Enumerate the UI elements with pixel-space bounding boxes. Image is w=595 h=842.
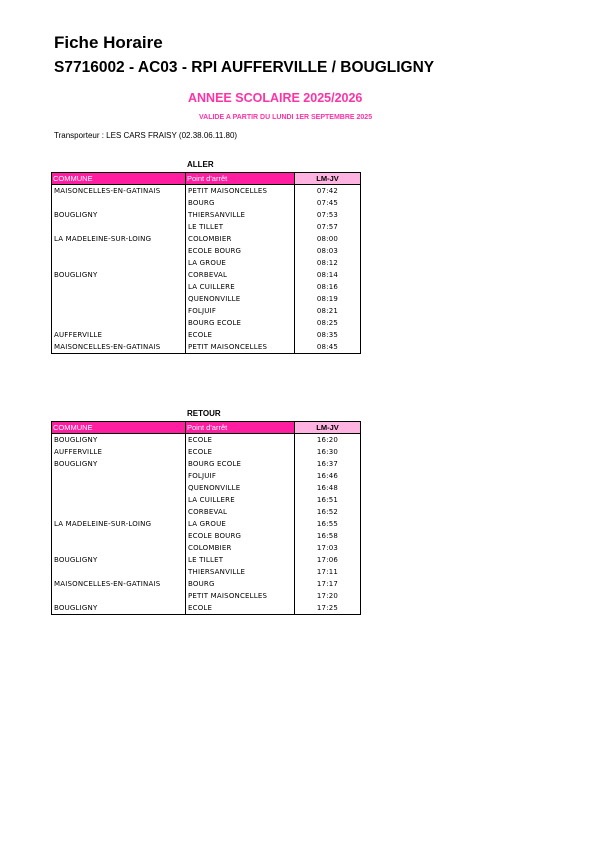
time-cell: 17:17 bbox=[295, 578, 361, 590]
table-row bbox=[52, 317, 361, 329]
stop-cell: PETIT MAISONCELLES bbox=[186, 185, 295, 198]
stop-cell: LE TILLET bbox=[186, 554, 295, 566]
stop-cell: BOURG bbox=[186, 578, 295, 590]
stop-cell: CORBEVAL bbox=[186, 506, 295, 518]
time-cell: 08:00 bbox=[295, 233, 361, 245]
time-cell: 17:20 bbox=[295, 590, 361, 602]
commune-cell bbox=[52, 542, 186, 554]
commune-cell bbox=[52, 470, 186, 482]
table-row bbox=[52, 530, 361, 542]
commune-cell: BOUGLIGNY bbox=[52, 602, 186, 615]
time-cell: 07:57 bbox=[295, 221, 361, 233]
commune-cell: MAISONCELLES-EN-GATINAIS bbox=[52, 578, 186, 590]
stop-cell: FOLJUIF bbox=[186, 470, 295, 482]
retour-section-label: RETOUR bbox=[187, 409, 221, 418]
commune-cell bbox=[52, 281, 186, 293]
time-cell: 08:35 bbox=[295, 329, 361, 341]
aller-timetable bbox=[51, 172, 361, 354]
table-row bbox=[52, 458, 361, 470]
stop-cell: BOURG bbox=[186, 197, 295, 209]
table-row bbox=[52, 257, 361, 269]
time-cell: 16:51 bbox=[295, 494, 361, 506]
retour-header-row bbox=[52, 422, 361, 434]
table-row bbox=[52, 305, 361, 317]
table-row bbox=[52, 281, 361, 293]
validity-notice: VALIDE A PARTIR DU LUNDI 1ER SEPTEMBRE 2025 bbox=[199, 114, 373, 121]
stop-cell: LE TILLET bbox=[186, 221, 295, 233]
commune-cell bbox=[52, 482, 186, 494]
days-header: LM-JV bbox=[295, 422, 361, 434]
commune-cell bbox=[52, 257, 186, 269]
time-cell: 08:16 bbox=[295, 281, 361, 293]
stop-cell: FOLJUIF bbox=[186, 305, 295, 317]
stop-cell: PETIT MAISONCELLES bbox=[186, 341, 295, 354]
stop-cell: PETIT MAISONCELLES bbox=[186, 590, 295, 602]
aller-rows bbox=[52, 185, 361, 354]
table-row bbox=[52, 590, 361, 602]
table-row bbox=[52, 209, 361, 221]
stop-cell: THIERSANVILLE bbox=[186, 566, 295, 578]
commune-cell bbox=[52, 566, 186, 578]
stop-cell: LA GROUE bbox=[186, 257, 295, 269]
commune-cell bbox=[52, 245, 186, 257]
table-row bbox=[52, 245, 361, 257]
commune-cell: LA MADELEINE-SUR-LOING bbox=[52, 518, 186, 530]
table-row bbox=[52, 341, 361, 354]
stop-cell: COLOMBIER bbox=[186, 233, 295, 245]
stop-header: Point d'arrêt bbox=[186, 422, 295, 434]
commune-cell bbox=[52, 197, 186, 209]
table-row bbox=[52, 542, 361, 554]
commune-header: COMMUNE bbox=[52, 173, 186, 185]
table-row bbox=[52, 329, 361, 341]
days-header: LM-JV bbox=[295, 173, 361, 185]
stop-cell: LA CUILLERE bbox=[186, 494, 295, 506]
commune-cell: BOUGLIGNY bbox=[52, 209, 186, 221]
table-row bbox=[52, 482, 361, 494]
commune-cell: MAISONCELLES-EN-GATINAIS bbox=[52, 341, 186, 354]
stop-cell: BOURG ECOLE bbox=[186, 458, 295, 470]
stop-cell: LA CUILLERE bbox=[186, 281, 295, 293]
time-cell: 08:03 bbox=[295, 245, 361, 257]
time-cell: 17:03 bbox=[295, 542, 361, 554]
time-cell: 07:53 bbox=[295, 209, 361, 221]
time-cell: 16:48 bbox=[295, 482, 361, 494]
commune-cell: BOUGLIGNY bbox=[52, 458, 186, 470]
commune-cell bbox=[52, 317, 186, 329]
aller-header-row bbox=[52, 173, 361, 185]
school-year: ANNEE SCOLAIRE 2025/2026 bbox=[188, 91, 363, 105]
table-row bbox=[52, 293, 361, 305]
commune-cell bbox=[52, 494, 186, 506]
route-subtitle: S7716002 - AC03 - RPI AUFFERVILLE / BOUGLIGNY bbox=[54, 59, 435, 76]
table-row bbox=[52, 185, 361, 198]
time-cell: 08:19 bbox=[295, 293, 361, 305]
retour-timetable bbox=[51, 421, 361, 615]
commune-cell: MAISONCELLES-EN-GATINAIS bbox=[52, 185, 186, 198]
time-cell: 08:14 bbox=[295, 269, 361, 281]
time-cell: 08:21 bbox=[295, 305, 361, 317]
table-row bbox=[52, 506, 361, 518]
commune-cell bbox=[52, 293, 186, 305]
stop-cell: THIERSANVILLE bbox=[186, 209, 295, 221]
table-row bbox=[52, 221, 361, 233]
time-cell: 17:11 bbox=[295, 566, 361, 578]
time-cell: 08:45 bbox=[295, 341, 361, 354]
time-cell: 16:58 bbox=[295, 530, 361, 542]
commune-cell: BOUGLIGNY bbox=[52, 269, 186, 281]
commune-cell bbox=[52, 305, 186, 317]
time-cell: 16:52 bbox=[295, 506, 361, 518]
time-cell: 16:46 bbox=[295, 470, 361, 482]
page-title: Fiche Horaire bbox=[54, 33, 163, 52]
time-cell: 16:30 bbox=[295, 446, 361, 458]
time-cell: 07:45 bbox=[295, 197, 361, 209]
commune-cell bbox=[52, 221, 186, 233]
table-row bbox=[52, 197, 361, 209]
commune-header: COMMUNE bbox=[52, 422, 186, 434]
table-row bbox=[52, 434, 361, 447]
aller-section-label: ALLER bbox=[187, 160, 214, 169]
stop-cell: QUENONVILLE bbox=[186, 482, 295, 494]
stop-cell: QUENONVILLE bbox=[186, 293, 295, 305]
commune-cell: AUFFERVILLE bbox=[52, 329, 186, 341]
stop-cell: ECOLE bbox=[186, 434, 295, 447]
time-cell: 16:37 bbox=[295, 458, 361, 470]
time-cell: 16:20 bbox=[295, 434, 361, 447]
time-cell: 08:25 bbox=[295, 317, 361, 329]
commune-cell: BOUGLIGNY bbox=[52, 554, 186, 566]
table-row bbox=[52, 602, 361, 615]
commune-cell: AUFFERVILLE bbox=[52, 446, 186, 458]
table-row bbox=[52, 233, 361, 245]
table-row bbox=[52, 269, 361, 281]
time-cell: 08:12 bbox=[295, 257, 361, 269]
commune-cell: BOUGLIGNY bbox=[52, 434, 186, 447]
stop-cell: ECOLE bbox=[186, 602, 295, 615]
time-cell: 16:55 bbox=[295, 518, 361, 530]
stop-cell: ECOLE bbox=[186, 329, 295, 341]
stop-cell: ECOLE BOURG bbox=[186, 530, 295, 542]
time-cell: 07:42 bbox=[295, 185, 361, 198]
table-row bbox=[52, 518, 361, 530]
retour-rows bbox=[52, 434, 361, 615]
stop-header: Point d'arrêt bbox=[186, 173, 295, 185]
stop-cell: ECOLE bbox=[186, 446, 295, 458]
table-row bbox=[52, 578, 361, 590]
table-row bbox=[52, 494, 361, 506]
commune-cell bbox=[52, 530, 186, 542]
stop-cell: BOURG ECOLE bbox=[186, 317, 295, 329]
commune-cell: LA MADELEINE-SUR-LOING bbox=[52, 233, 186, 245]
table-row bbox=[52, 446, 361, 458]
stop-cell: ECOLE BOURG bbox=[186, 245, 295, 257]
table-row bbox=[52, 554, 361, 566]
stop-cell: LA GROUE bbox=[186, 518, 295, 530]
stop-cell: CORBEVAL bbox=[186, 269, 295, 281]
carrier-info: Transporteur : LES CARS FRAISY (02.38.06.11.80) bbox=[54, 131, 238, 140]
stop-cell: COLOMBIER bbox=[186, 542, 295, 554]
time-cell: 17:25 bbox=[295, 602, 361, 615]
time-cell: 17:06 bbox=[295, 554, 361, 566]
table-row bbox=[52, 566, 361, 578]
commune-cell bbox=[52, 590, 186, 602]
commune-cell bbox=[52, 506, 186, 518]
table-row bbox=[52, 470, 361, 482]
